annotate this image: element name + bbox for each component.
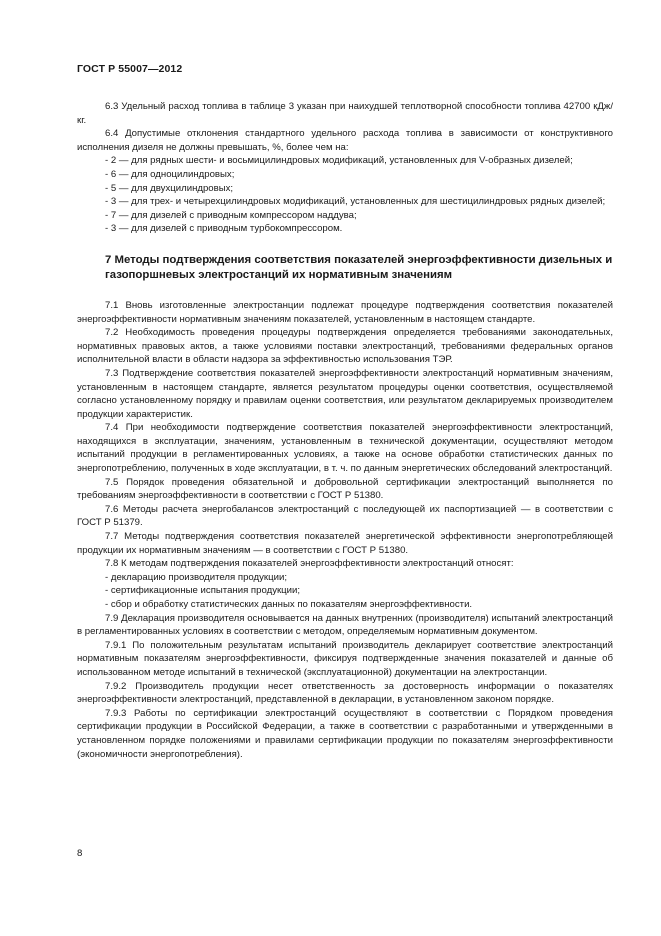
list-item: - сбор и обработку статистических данных по показателям энергоэффективности. bbox=[105, 599, 473, 610]
paragraph-7-7: 7.7 Методы подтверждения соответствия показателей энергетической эффективности энергопотребляющей продукции их нормативным значениям — в соответствии с ГОСТ Р 51380. bbox=[77, 531, 613, 556]
list-item: - 3 — для трех- и четырехцилиндровых модификаций, установленных для шестицилиндровых рядных дизелей; bbox=[105, 196, 606, 208]
paragraph-6-4: 6.4 Допустимые отклонения стандартного удельного расхода топлива в зависимости от конструктивного исполнения дизеля не должны превышать, %, более чем на: bbox=[77, 128, 613, 153]
document-body bbox=[77, 100, 613, 761]
paragraph-7-4: 7.4 При необходимости подтверждение соответствия показателей энергоэффективности электростанций, находящихся в эксплуатации, значениям, установленным в технической документации, осуществляют методом испытаний продукции в регламентированных условиях, а также на основе обработки статистических данных по энергопотреблению, полученных в ходе эксплуатации, в т. ч. по данным энергетических обследований электростанций. bbox=[77, 422, 613, 475]
paragraph-7-9-1: 7.9.1 По положительным результатам испытаний производитель декларирует соответствие электростанций нормативным показателям энергоэффективности, фиксируя подтвержденные значения показателей и данные об использованном методе испытаний в технической (эксплуатационной) документации на электростанции. bbox=[77, 639, 613, 678]
page-number: 8 bbox=[77, 848, 83, 859]
list-item: - 3 — для дизелей с приводным турбокомпрессором. bbox=[105, 223, 343, 235]
paragraph-7-3: 7.3 Подтверждение соответствия показателей энергоэффективности электростанций нормативным значениям, установленным в настоящем стандарте, является результатом процедуры оценки соответствия, осуществляемой согласно установленному порядку и правилам оценки соответствия, или результатом декларируемых производителем продукции характеристик. bbox=[77, 367, 613, 420]
list-item: - 5 — для двухцилиндровых; bbox=[105, 182, 234, 194]
paragraph-7-8: 7.8 К методам подтверждения показателей энергоэффективности электростанций относят: bbox=[105, 558, 514, 570]
paragraph-6-3: 6.3 Удельный расход топлива в таблице 3 указан при наихудшей теплотворной способности топлива 42700 кДж/кг. bbox=[77, 101, 613, 126]
list-item: - 2 — для рядных шести- и восьмицилиндровых модификаций, установленных для V-образных дизелей; bbox=[105, 155, 573, 167]
paragraph-7-1: 7.1 Вновь изготовленные электростанции подлежат процедуре подтверждения соответствия показателей энергоэффективности нормативным значениям показателей, установленным в настоящем стандарте. bbox=[77, 299, 613, 325]
list-item: - сертификационные испытания продукции; bbox=[105, 585, 301, 597]
list-item: - 7 — для дизелей с приводным компрессором наддува; bbox=[105, 209, 357, 221]
list-item: - декларацию производителя продукции; bbox=[105, 571, 287, 583]
paragraph-7-6: 7.6 Методы расчета энергобалансов электростанций с последующей их паспортизацией — в соответствии с ГОСТ Р 51379. bbox=[77, 503, 613, 529]
section-7-heading: 7 Методы подтверждения соответствия показателей энергоэффективности дизельных и газопоршневых электростанций их нормативным значениям bbox=[105, 253, 613, 281]
paragraph-7-9-3: 7.9.3 Работы по сертификации электростанций осуществляют в соответствии с Порядком проведения сертификации продукции в Российской Федерации, а также в соответствии с разработанными и утвержденными в установленном порядке положениями и правилами сертификации продукции по показателям энергоэффективности (экономичности энергопотребления). bbox=[77, 707, 613, 760]
paragraph-7-9-2: 7.9.2 Производитель продукции несет ответственность за достоверность информации о показателях энергоэффективности электростанций, представленной в декларации, в установленном законом порядке. bbox=[77, 680, 613, 706]
paragraph-7-2: 7.2 Необходимость проведения процедуры подтверждения определяется требованиями законодательных, нормативных правовых актов, а также условиями поставки электростанций, требованиями федеральных органов исполнительной власти в области надзора за эффективностью использования ТЭР. bbox=[77, 327, 613, 366]
list-item: - 6 — для одноцилиндровых; bbox=[105, 168, 235, 180]
paragraph-7-5: 7.5 Порядок проведения обязательной и добровольной сертификации электростанций выполняется по требованиям энергоэффективности в соответствии с ГОСТ Р 51380. bbox=[77, 476, 613, 502]
paragraph-7-9: 7.9 Декларация производителя основывается на данных внутренних (производителя) испытаний электростанций в регламентированных условиях в соответствии с методом, определяемым нормативным документом. bbox=[77, 612, 613, 638]
document-header: ГОСТ Р 55007—2012 bbox=[77, 63, 183, 75]
